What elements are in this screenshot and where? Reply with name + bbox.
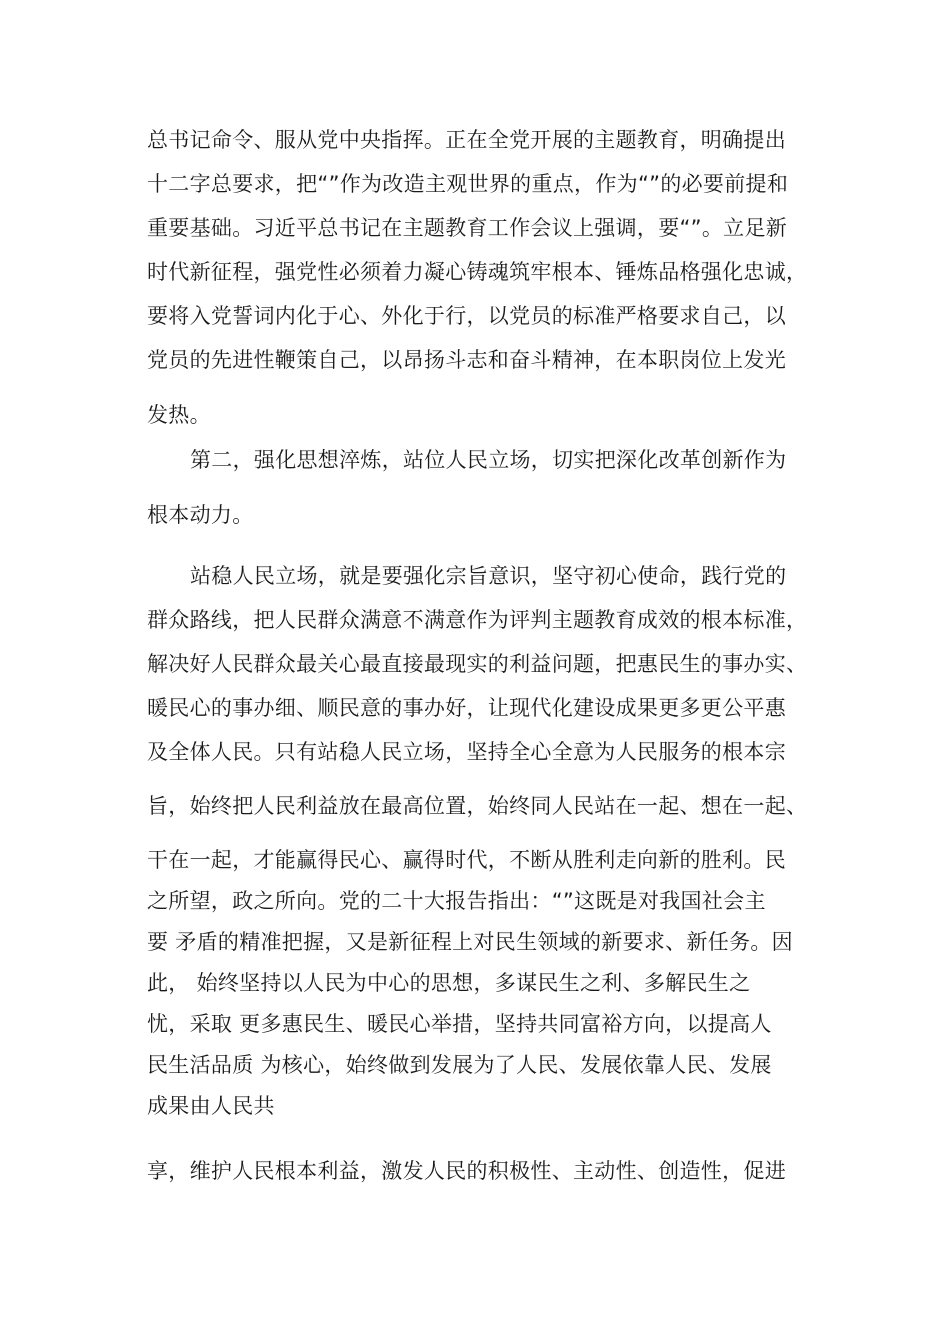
text-line: 十二字总要求，把“”作为改造主观世界的重点，作为“”的必要前提和 [147,172,789,196]
text-line: 群众路线，把人民群众满意不满意作为评判主题教育成效的根本标准， [147,608,808,632]
text-line: 重要基础。习近平总书记在主题教育工作会议上强调，要“”。立足新 [147,216,788,240]
text-line: 之所望，政之所向。党的二十大报告指出：“”这既是对我国社会主 [147,889,766,913]
text-line: 时代新征程，强党性必须着力凝心铸魂筑牢根本、锤炼品格强化忠诚， [147,260,808,284]
text-line: 干在一起，才能赢得民心、赢得时代，不断从胜利走向新的胜利。民 [147,848,786,872]
text-line: 发热。 [147,403,211,427]
text-line: 解决好人民群众最关心最直接最现实的利益问题，把惠民生的事办实、 [147,652,808,676]
text-line: 此， 始终坚持以人民为中心的思想，多谋民生之利、多解民生之 [147,971,751,995]
text-line: 忧，采取 更多惠民生、暖民心举措，坚持共同富裕方向，以提高人 [147,1012,772,1036]
text-line: 享，维护人民根本利益，激发人民的积极性、主动性、创造性，促进 [147,1159,786,1183]
text-line: 站稳人民立场，就是要强化宗旨意识，坚守初心使命，践行党的 [190,564,787,588]
text-line: 成果由人民共 [147,1094,275,1118]
text-line: 总书记命令、服从党中央指挥。正在全党开展的主题教育，明确提出 [147,128,786,152]
text-line: 民生活品质 为核心，始终做到发展为了人民、发展依靠人民、发展 [147,1053,772,1077]
section-heading: 第二，强化思想淬炼，站位人民立场，切实把深化改革创新作为 [190,448,787,472]
section-heading-continuation: 根本动力。 [147,503,254,527]
text-line: 暖民心的事办细、顺民意的事办好，让现代化建设成果更多更公平惠 [147,696,786,720]
text-line: 旨，始终把人民利益放在最高位置，始终同人民站在一起、想在一起、 [147,794,808,818]
text-line: 要 矛盾的精准把握，又是新征程上对民生领域的新要求、新任务。因 [147,930,793,954]
text-line: 要将入党誓词内化于心、外化于行，以党员的标准严格要求自己，以 [147,304,786,328]
text-line: 党员的先进性鞭策自己，以昂扬斗志和奋斗精神，在本职岗位上发光 [147,348,786,372]
text-line: 及全体人民。只有站稳人民立场，坚持全心全意为人民服务的根本宗 [147,740,786,764]
